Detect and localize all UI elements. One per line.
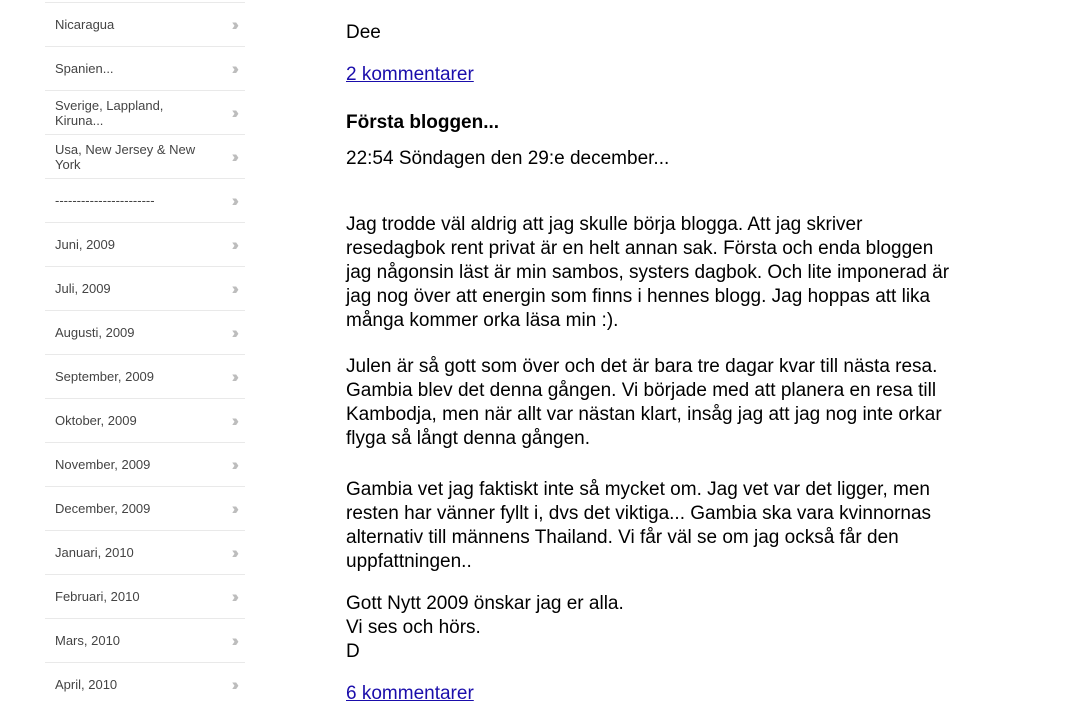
double-chevron-right-icon: ›› (231, 454, 235, 474)
double-chevron-right-icon: ›› (231, 278, 235, 298)
sidebar-item-label: Juni, 2009 (55, 237, 115, 252)
sidebar-item[interactable] (45, 618, 245, 662)
double-chevron-right-icon: ›› (231, 14, 235, 34)
prev-post-signature: Dee (346, 22, 381, 43)
sidebar-item-label: ----------------------- (55, 193, 155, 208)
sidebar-item[interactable] (45, 574, 245, 618)
sidebar-item[interactable] (45, 2, 245, 46)
double-chevron-right-icon: ›› (231, 366, 235, 386)
sidebar-item-label: Mars, 2010 (55, 633, 121, 648)
double-chevron-right-icon: ›› (231, 58, 235, 78)
post-paragraph: Julen är så gott som över och det är bara tre dagar kvar till nästa resa. Gambia blev det denna gången. Vi började med att planera en resa till Kambodja, men när allt var nästan klart, insåg jag att jag nog inte orkar flyga så långt denna gången. (346, 356, 942, 449)
post-signature: D (346, 641, 360, 662)
sidebar-item-label: December, 2009 (55, 501, 151, 516)
sidebar-item-label: Spanien... (55, 61, 114, 76)
sidebar-item-label: Sverige, Lappland, Kiruna... (55, 97, 164, 128)
sidebar-item-label: Juli, 2009 (55, 281, 111, 296)
sidebar-item[interactable] (45, 46, 245, 90)
double-chevron-right-icon: ›› (231, 102, 235, 122)
sidebar (45, 0, 245, 706)
post-comments-link[interactable]: 6 kommentarer (346, 683, 474, 704)
double-chevron-right-icon: ›› (231, 410, 235, 430)
double-chevron-right-icon: ›› (231, 146, 235, 166)
sidebar-item-label: Oktober, 2009 (55, 413, 137, 428)
double-chevron-right-icon: ›› (231, 322, 235, 342)
sidebar-item[interactable] (45, 442, 245, 486)
sidebar-item[interactable] (45, 398, 245, 442)
sidebar-item-label: Usa, New Jersey & New York (55, 141, 196, 172)
post-date: 22:54 Söndagen den 29:e december... (346, 148, 670, 169)
sidebar-item[interactable] (45, 222, 245, 266)
sidebar-item[interactable] (45, 134, 245, 178)
double-chevron-right-icon: ›› (231, 674, 235, 694)
double-chevron-right-icon: ›› (231, 498, 235, 518)
sidebar-item[interactable] (45, 662, 245, 706)
double-chevron-right-icon: ›› (231, 630, 235, 650)
sidebar-item-label: Februari, 2010 (55, 589, 140, 604)
sidebar-item-label: April, 2010 (55, 677, 118, 692)
post-paragraph: Jag trodde väl aldrig att jag skulle börja blogga. Att jag skriver resedagbok rent privat är en helt annan sak. Första och enda bloggen jag någonsin läst är min sambos, systers dagbok. Och lite imponerad är jag nog över att energin som finns i hennes blogg. Jag hoppas att lika många kommer orka läsa min :). (346, 214, 950, 331)
sidebar-list (45, 2, 245, 706)
double-chevron-right-icon: ›› (231, 586, 235, 606)
double-chevron-right-icon: ›› (231, 190, 235, 210)
sidebar-item-label: September, 2009 (55, 369, 155, 384)
sidebar-item-label: Nicaragua (55, 17, 115, 32)
post-title: Första bloggen... (346, 112, 500, 133)
sidebar-item[interactable] (45, 266, 245, 310)
sidebar-item[interactable] (45, 178, 245, 222)
post-paragraph: Gambia vet jag faktiskt inte så mycket om. Jag vet var det ligger, men resten har vänner fyllt i, dvs det viktiga... Gambia ska vara kvinnornas alternativ till männens Thailand. Vi får väl se om jag också får den uppfattningen.. (346, 479, 932, 572)
sidebar-item[interactable] (45, 354, 245, 398)
post-closing-line: Gott Nytt 2009 önskar jag er alla. (346, 593, 624, 614)
double-chevron-right-icon: ›› (231, 542, 235, 562)
post-closing-line: Vi ses och hörs. (346, 617, 481, 638)
prev-post-comments-link[interactable]: 2 kommentarer (346, 64, 474, 85)
sidebar-item[interactable] (45, 310, 245, 354)
sidebar-item-label: November, 2009 (55, 457, 151, 472)
double-chevron-right-icon: ›› (231, 234, 235, 254)
sidebar-item-label: Augusti, 2009 (55, 325, 135, 340)
sidebar-item[interactable] (45, 90, 245, 134)
sidebar-item[interactable] (45, 486, 245, 530)
sidebar-item-label: Januari, 2010 (55, 545, 134, 560)
sidebar-item[interactable] (45, 530, 245, 574)
